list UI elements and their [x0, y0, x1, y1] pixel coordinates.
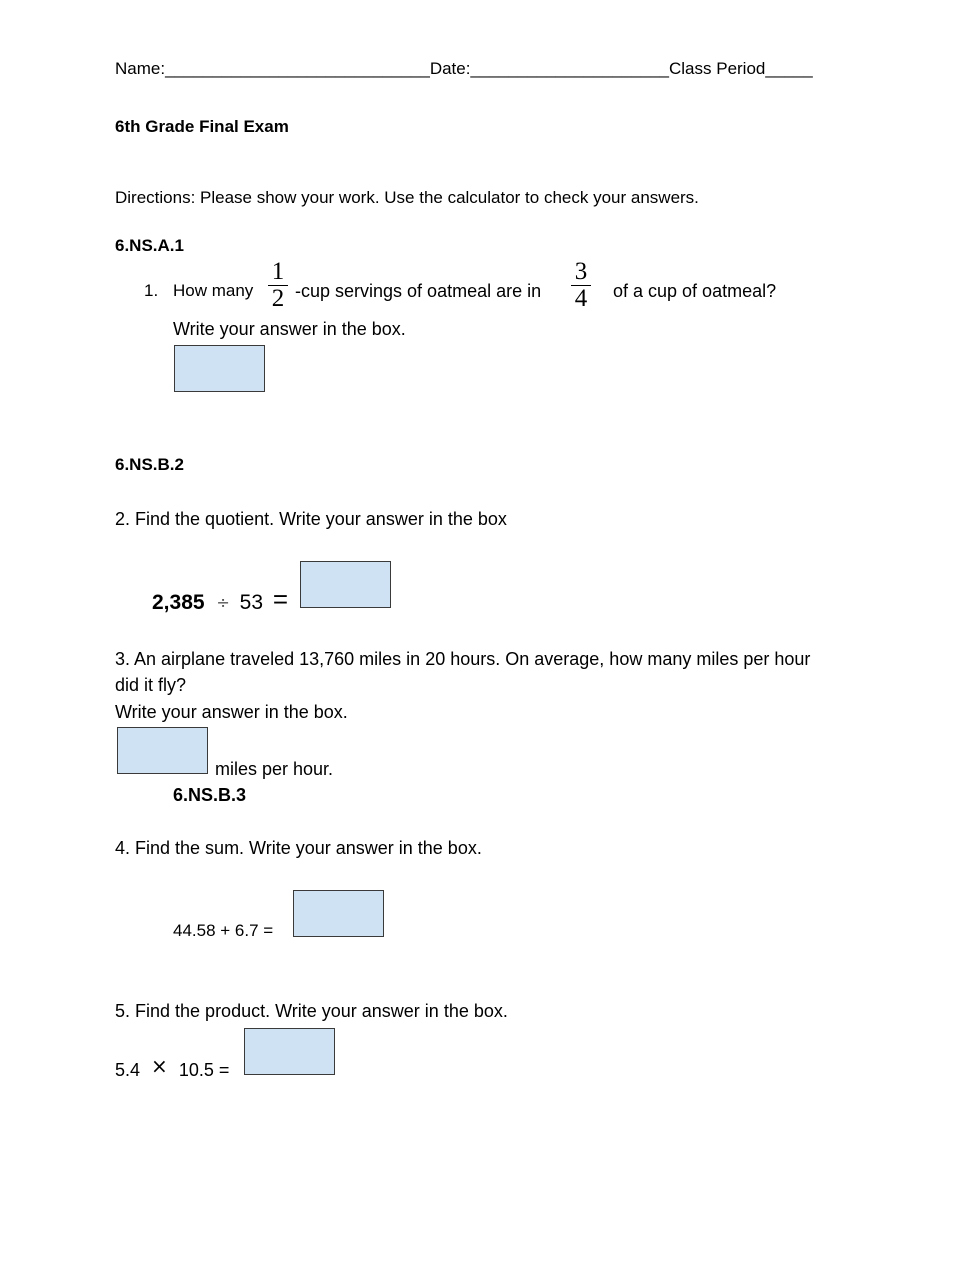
date-blank[interactable]: _____________________: [470, 59, 669, 78]
q1-text-a: How many: [173, 281, 254, 300]
class-period-label: Class Period: [669, 59, 766, 78]
q1-text-c: of a cup of oatmeal?: [613, 281, 777, 301]
date-label: Date:: [429, 59, 471, 78]
q3-text-line2: did it fly?: [115, 675, 187, 695]
fraction-numerator: 3: [574, 258, 588, 285]
q5-text: 5. Find the product. Write your answer in the box.: [115, 1001, 508, 1021]
name-label: Name:: [115, 59, 166, 78]
q2-equals: =: [272, 584, 289, 614]
q3-text-line1: 3. An airplane traveled 13,760 miles in 20 hours. On average, how many miles per hour: [115, 649, 811, 669]
q5-answer-box[interactable]: [244, 1028, 335, 1075]
q2-expression: [152, 584, 289, 616]
q1-fraction-three-quarters: [569, 259, 593, 312]
q4-answer-box[interactable]: [293, 890, 384, 937]
section-heading-6nsb2: 6.NS.B.2: [115, 455, 184, 474]
q2-answer-box[interactable]: [300, 561, 391, 608]
class-period-blank[interactable]: _____: [765, 59, 813, 78]
q1-number: 1.: [144, 281, 159, 300]
multiply-icon: ×: [151, 1054, 168, 1078]
divide-icon: ÷: [216, 593, 230, 612]
fraction-numerator: 1: [271, 258, 285, 285]
q1-text-b: -cup servings of oatmeal are in: [295, 281, 542, 301]
q3-answer-box[interactable]: [117, 727, 208, 774]
name-blank[interactable]: ____________________________: [165, 59, 430, 78]
q4-expression: 44.58 + 6.7 =: [173, 921, 274, 940]
q2-text: 2. Find the quotient. Write your answer in the box: [115, 509, 507, 529]
q2-divisor: 53: [239, 591, 264, 614]
directions-text: Directions: Please show your work. Use the calculator to check your answers.: [115, 188, 699, 207]
fraction-denominator: 2: [271, 285, 285, 312]
q3-instruction: Write your answer in the box.: [115, 702, 348, 722]
q5-right-operand: 10.5 =: [178, 1060, 230, 1080]
q1-fraction-one-half: [266, 259, 290, 312]
q5-left-operand: 5.4: [115, 1060, 141, 1080]
section-heading-6nsb3: 6.NS.B.3: [173, 785, 247, 805]
q2-dividend: 2,385: [152, 591, 205, 614]
q5-expression: [115, 1054, 230, 1081]
exam-title: 6th Grade Final Exam: [115, 117, 289, 136]
q1-instruction: Write your answer in the box.: [173, 319, 406, 339]
section-heading-6nsa1: 6.NS.A.1: [115, 236, 184, 255]
q3-unit-label: miles per hour.: [215, 759, 334, 779]
header-line: [115, 59, 813, 79]
q4-text: 4. Find the sum. Write your answer in the box.: [115, 838, 482, 858]
q1-answer-box[interactable]: [174, 345, 265, 392]
fraction-denominator: 4: [574, 285, 588, 312]
